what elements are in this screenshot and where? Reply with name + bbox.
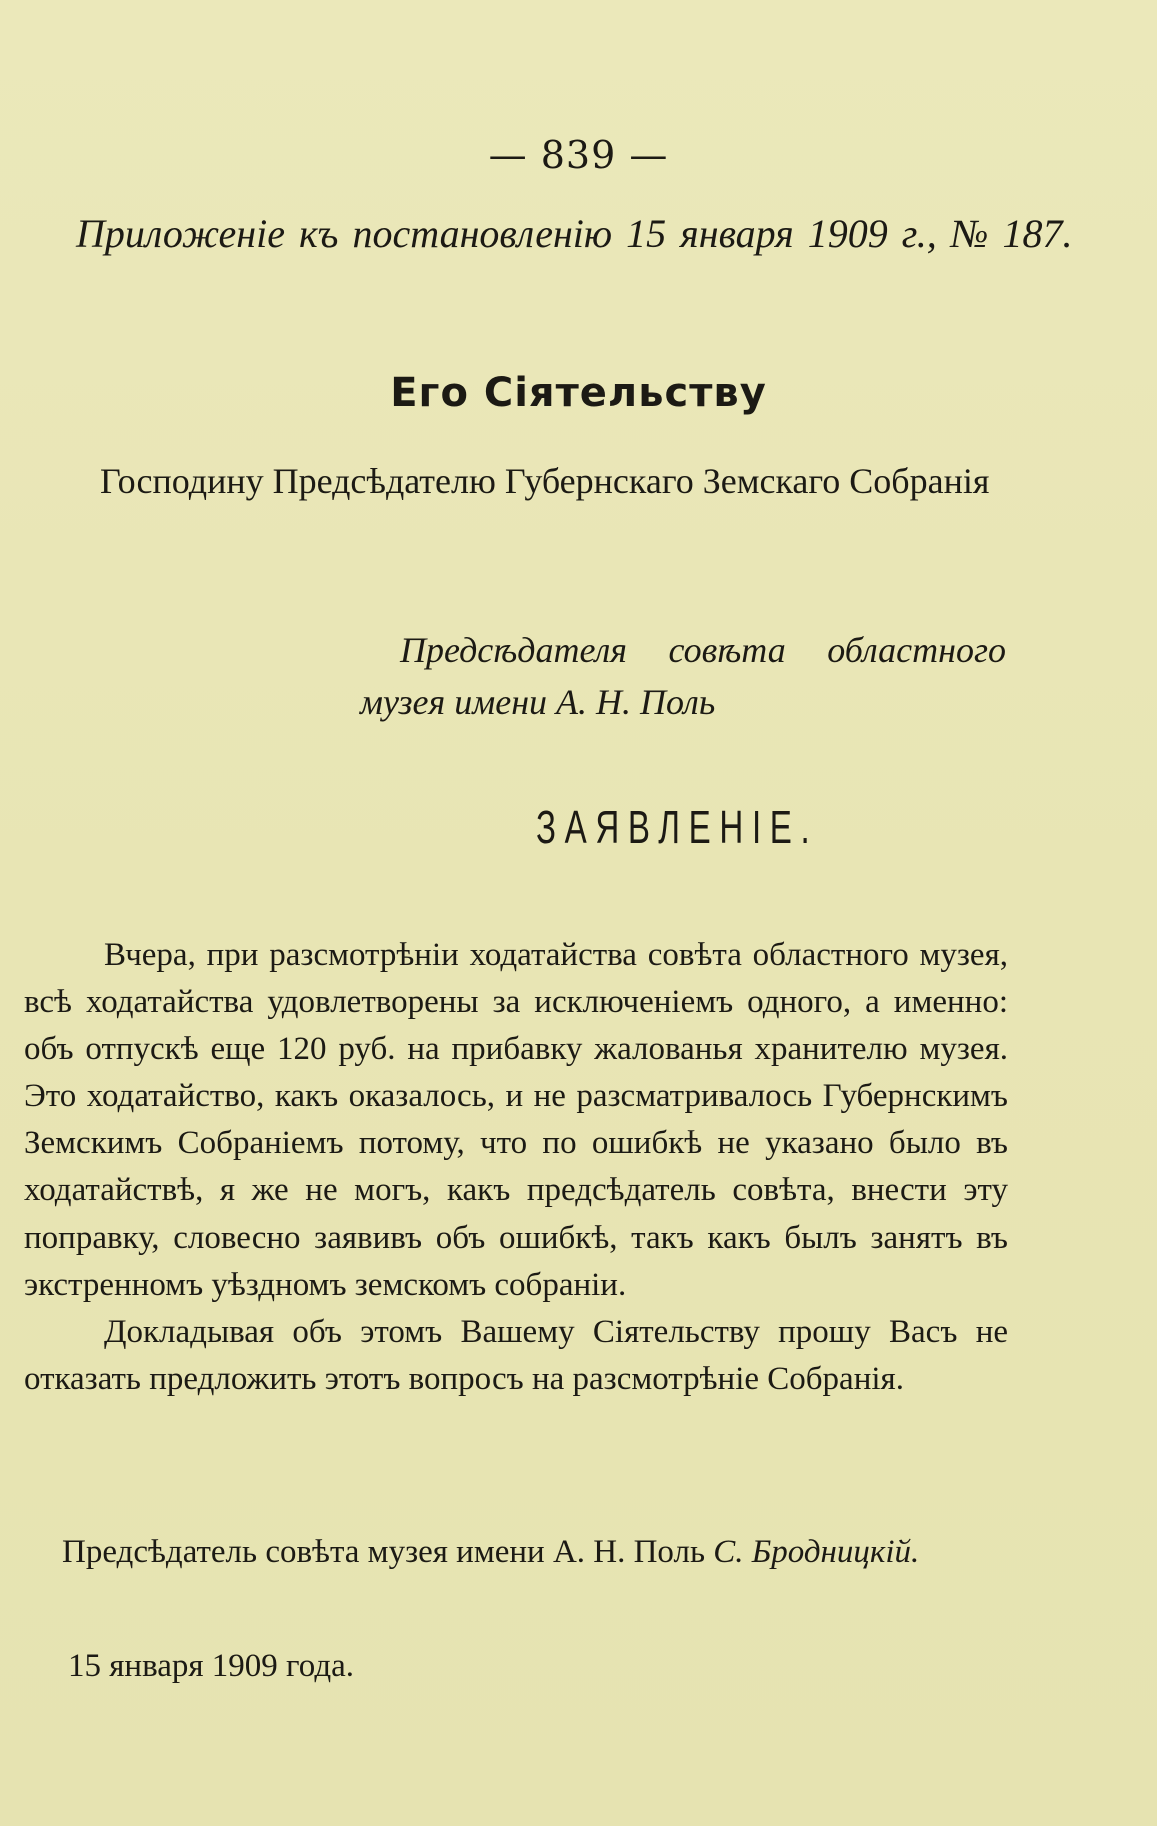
document-heading: ЗАЯВЛЕНIЕ. (536, 801, 819, 853)
signature-name: С. Бродницкiй. (713, 1534, 920, 1570)
statement-body (24, 932, 1008, 1403)
signature-line (62, 1534, 1022, 1571)
document-date: 15 января 1909 года. (68, 1648, 355, 1684)
appendix-reference: Приложенiе къ постановленiю 15 января 1909 г., № 187. (76, 211, 1073, 256)
body-paragraph-2: Докладывая объ этомъ Вашему Сiятельству прошу Васъ не отказать предложить этотъ вопросъ на разсмотрѣнiе Собранiя. (24, 1313, 1008, 1397)
page-number: — 839 — (488, 133, 669, 177)
sender-block (360, 624, 1006, 728)
sender-line-1: Предсѣдателя совѣта областного (400, 630, 1006, 670)
addressee-line: Господину Предсѣдателю Губернскаго Земскаго Собранiя (100, 461, 990, 501)
addressee-title: Его Сiятельству (390, 370, 767, 416)
signature-title: Предсѣдатель совѣта музея имени А. Н. Поль (62, 1534, 706, 1570)
body-paragraph-1: Вчера, при разсмотрѣнiи ходатайства совѣта областного музея, всѣ ходатайства удовлетворены за исключенiемъ одного, а именно: объ отпускѣ еще 120 руб. на прибавку жалованья хранителю музея. Это ходатайство, какъ оказалось, и не разсматривалось Губернскимъ Земскимъ Собранiемъ потому, что по ошибкѣ не указано было въ ходатайствѣ, я же не могъ, какъ предсѣдатель совѣта, внести эту поправку, словесно заявивъ объ ошибкѣ, такъ какъ былъ занятъ въ экстренномъ уѣздномъ земскомъ собранiи. (24, 937, 1008, 1303)
sender-line-2: музея имени А. Н. Поль (360, 682, 716, 722)
